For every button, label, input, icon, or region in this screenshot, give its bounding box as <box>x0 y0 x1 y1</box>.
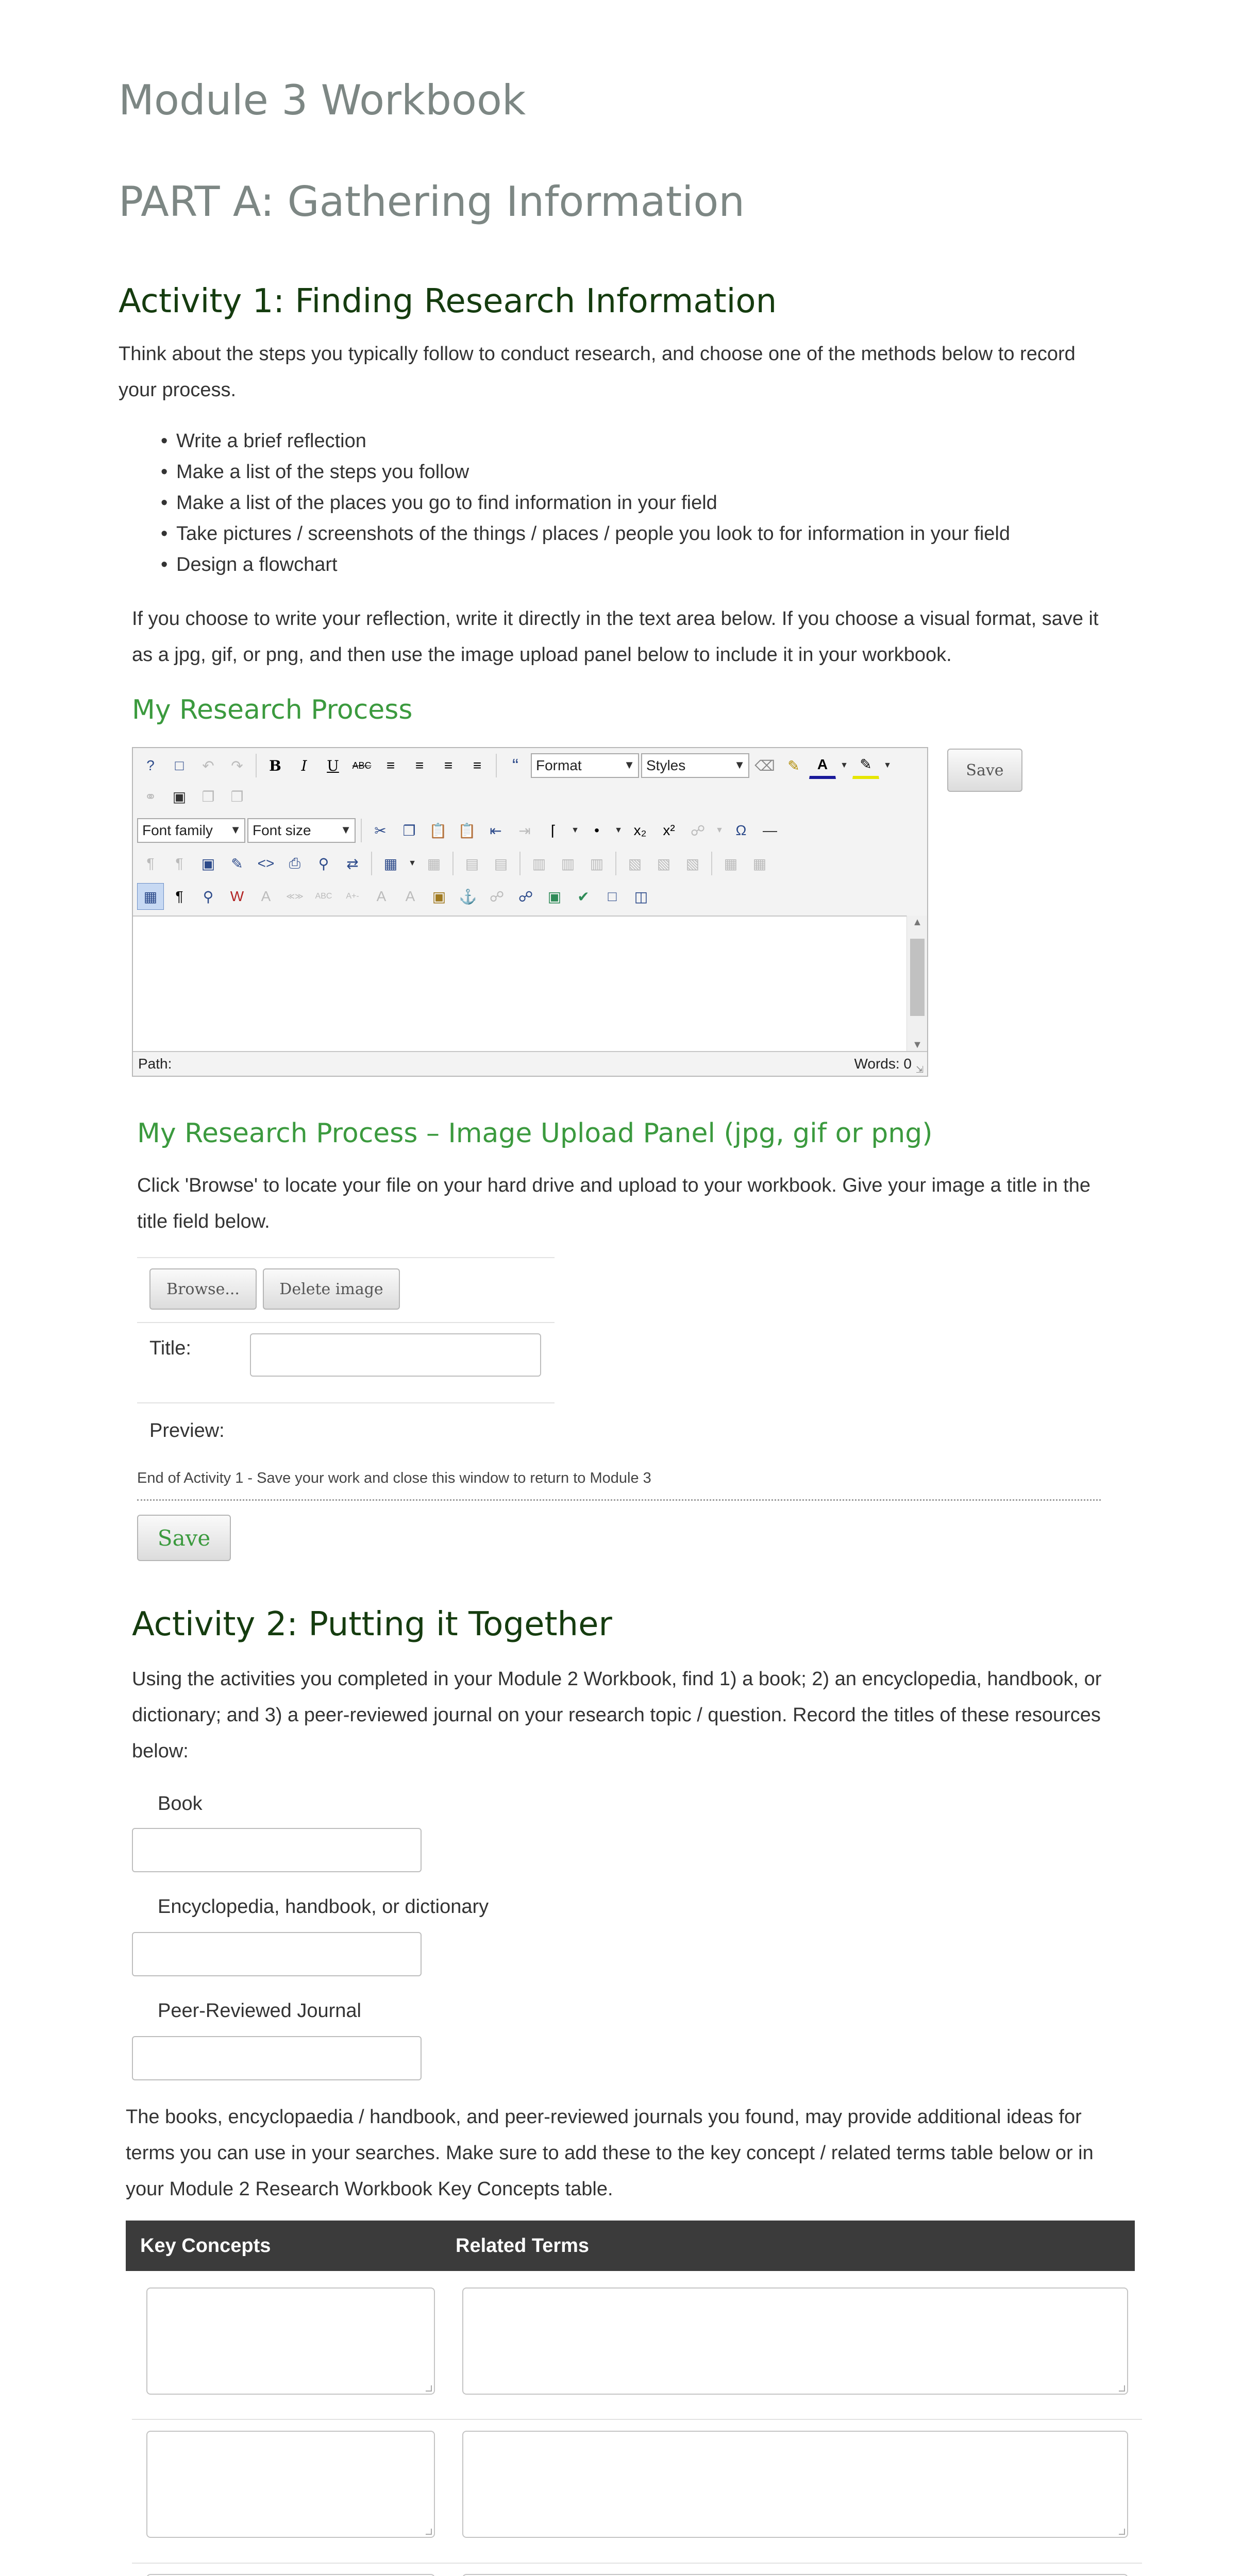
fullscreen-icon[interactable]: □ <box>608 888 617 904</box>
template-icon[interactable]: ▣ <box>432 888 446 905</box>
paste-word-icon[interactable]: W <box>230 888 244 904</box>
chevron-down-icon: ▼ <box>340 823 351 836</box>
special-char-icon[interactable]: Ω <box>735 822 747 838</box>
align-left-icon[interactable]: ≡ <box>386 757 395 773</box>
related-terms-textarea-2[interactable] <box>462 2431 1128 2538</box>
align-justify-icon[interactable]: ≡ <box>473 757 482 773</box>
numbered-list-icon[interactable]: ⌈ <box>550 822 557 839</box>
method-options-list <box>161 426 1140 580</box>
journal-input[interactable] <box>132 2036 422 2080</box>
image-title-input[interactable] <box>250 1333 541 1377</box>
paste-format-icon[interactable]: ❐ <box>230 788 244 805</box>
rich-text-editor <box>132 747 928 1077</box>
delete-col-icon[interactable]: ▥ <box>590 855 604 872</box>
related-terms-header: Related Terms <box>456 2235 590 2257</box>
table-row-props-icon[interactable]: ▦ <box>724 855 738 872</box>
find-icon[interactable]: ⚭ <box>144 788 157 805</box>
link-icon[interactable]: ☍ <box>690 822 706 839</box>
chevron-down-icon[interactable]: ▼ <box>614 826 623 835</box>
chevron-down-icon: ▼ <box>230 823 241 836</box>
activity-1-intro: Think about the steps you typically follow to conduct research, and choose one of the methods below to record your process. <box>119 343 1076 401</box>
related-terms-textarea-3[interactable] <box>462 2574 1128 2576</box>
chevron-up-icon[interactable]: ▲ <box>912 917 922 928</box>
image-icon[interactable]: ▣ <box>201 855 215 872</box>
activity-2-intro: Using the activities you completed in your Module 2 Workbook, find 1) a book; 2) an encyclopedia, handbook, or dictionary; and 3) a peer-reviewed journal on your research topic / question. Record the titles of these resources below: <box>132 1668 1102 1762</box>
anchor-icon[interactable]: ⚓ <box>459 888 477 905</box>
editor-toolbar-row-5 <box>137 882 654 911</box>
key-concepts-table-header <box>126 2221 1135 2271</box>
resize-handle-icon[interactable]: ⇲ <box>916 1064 924 1075</box>
toolbar-separator <box>452 852 454 875</box>
divider <box>137 1322 555 1323</box>
align-center-icon[interactable]: ≡ <box>415 757 424 773</box>
merge-cells-icon[interactable]: ▧ <box>657 855 671 872</box>
row-after-icon[interactable]: ▤ <box>494 855 508 872</box>
activity-1-end-note: End of Activity 1 - Save your work and close this window to return to Module 3 <box>137 1470 651 1486</box>
chevron-down-icon[interactable]: ▼ <box>571 826 579 835</box>
chevron-down-icon: ▼ <box>734 758 745 771</box>
table-icon[interactable]: ▦ <box>383 855 398 872</box>
divider <box>137 1402 555 1403</box>
acronym-icon[interactable]: ABC <box>315 892 332 901</box>
align-right-icon[interactable]: ≡ <box>444 757 453 773</box>
upload-panel-heading: My Research Process – Image Upload Panel (jpg, gif or png) <box>137 1118 933 1149</box>
font-family-label: Font family <box>142 822 213 838</box>
toolbar-separator <box>361 819 362 842</box>
journal-label: Peer-Reviewed Journal <box>158 2000 361 2022</box>
layer-icon[interactable]: ◫ <box>634 888 648 905</box>
scrollbar-thumb[interactable] <box>910 939 925 1016</box>
word-count: Words: 0 <box>854 1056 912 1072</box>
replace-icon[interactable]: ⇄ <box>346 855 359 872</box>
activity-2-note: The books, encyclopaedia / handbook, and peer-reviewed journals you found, may provide additional ideas for terms you can use in your searches. Make sure to add these to the key concept / related terms table below or in your Module 2 Research Workbook Key Concepts table. <box>126 2106 1094 2200</box>
title-label: Title: <box>149 1337 191 1359</box>
editor-text-area[interactable] <box>133 916 927 1052</box>
font-size-select[interactable] <box>247 818 356 843</box>
editor-toolbar-row-3 <box>137 816 783 845</box>
font-size-label: Font size <box>253 822 311 838</box>
encyclopedia-label: Encyclopedia, handbook, or dictionary <box>158 1896 489 1918</box>
editor-save-button[interactable]: Save <box>947 749 1022 792</box>
book-label: Book <box>158 1793 203 1815</box>
table-row-divider <box>132 2419 1142 2420</box>
link-chain-icon[interactable]: ☍ <box>518 888 533 905</box>
horizontal-rule-icon[interactable]: — <box>763 822 777 838</box>
preview-icon[interactable]: ⚲ <box>203 888 214 905</box>
attribs-icon[interactable]: A <box>405 888 415 904</box>
col-after-icon[interactable]: ▥ <box>561 855 575 872</box>
bullet-list-icon[interactable]: • <box>594 822 599 838</box>
browse-button[interactable]: Browse... <box>149 1268 257 1310</box>
editor-scrollbar[interactable] <box>907 916 927 1052</box>
code-icon[interactable]: <> <box>257 855 275 871</box>
copy-icon[interactable]: ❐ <box>402 822 416 839</box>
delete-image-button[interactable]: Delete image <box>263 1268 400 1310</box>
copy-format-icon[interactable]: ❐ <box>202 788 215 805</box>
format-select-label: Format <box>536 757 582 773</box>
divider <box>137 1257 555 1258</box>
editor-heading: My Research Process <box>132 694 413 725</box>
cell-props-icon[interactable]: ▦ <box>427 855 441 872</box>
editor-statusbar <box>133 1051 927 1076</box>
toolbar-separator <box>256 754 257 777</box>
chevron-down-icon: ▼ <box>624 758 635 771</box>
help-icon[interactable]: ? <box>146 757 155 773</box>
undo-icon[interactable]: ↶ <box>202 757 214 774</box>
key-concept-textarea-1[interactable] <box>146 2287 435 2395</box>
cite-icon[interactable]: ≪≫ <box>286 892 304 901</box>
visual-aid-icon[interactable]: ▦ <box>137 883 164 910</box>
italic-icon[interactable]: I <box>301 757 307 774</box>
key-concept-textarea-2[interactable] <box>146 2431 435 2538</box>
rtl-icon[interactable]: ¶ <box>175 855 183 871</box>
toolbar-separator <box>519 852 521 875</box>
activity-1-save-button[interactable]: Save <box>137 1515 231 1561</box>
editor-toolbar-row-4 <box>137 849 773 878</box>
upload-instructions: Click 'Browse' to locate your file on your hard drive and upload to your workbook. Give your image a title in the title field below. <box>137 1175 1090 1232</box>
blockquote-icon[interactable]: “ <box>512 755 518 776</box>
outdent-icon[interactable]: ⇤ <box>490 822 502 839</box>
format-select[interactable] <box>531 753 639 778</box>
preview-label: Preview: <box>149 1420 225 1442</box>
pilcrow-icon[interactable]: ¶ <box>175 888 183 904</box>
editor-toolbar-row-2 <box>137 782 250 811</box>
key-concept-textarea-3[interactable] <box>146 2574 435 2576</box>
key-concepts-header: Key Concepts <box>140 2235 271 2257</box>
edit-image-icon[interactable]: ✎ <box>231 855 243 872</box>
list-item: • Make a list of the steps you follow <box>161 456 1140 487</box>
toolbar-separator <box>371 852 372 875</box>
print-icon[interactable]: ⎙ <box>289 855 301 871</box>
chevron-down-icon[interactable]: ▼ <box>840 761 848 770</box>
activity-1-title: Activity 1: Finding Research Information <box>119 282 777 320</box>
related-terms-textarea-1[interactable] <box>462 2287 1128 2395</box>
list-item: • Design a flowchart <box>161 549 1140 580</box>
chevron-down-icon[interactable]: ▼ <box>883 761 892 770</box>
insert-image-icon[interactable]: ▣ <box>547 888 562 905</box>
unlink-icon[interactable]: ☍ <box>489 888 505 905</box>
abbr-icon[interactable]: A <box>261 888 271 904</box>
new-document-icon[interactable]: □ <box>175 757 184 773</box>
font-family-select[interactable] <box>137 818 245 843</box>
styles-select[interactable] <box>641 753 749 778</box>
font-color-icon[interactable]: A <box>809 752 836 779</box>
del-icon[interactable]: A+- <box>346 892 359 901</box>
styles-select-label: Styles <box>646 757 686 773</box>
bold-icon[interactable]: B <box>269 757 281 774</box>
module-title: Module 3 Workbook <box>119 76 526 124</box>
paste-text-icon[interactable]: 📋 <box>458 822 476 839</box>
chevron-down-icon[interactable]: ▼ <box>715 826 724 835</box>
subscript-icon[interactable]: x₂ <box>633 822 647 838</box>
ins-icon[interactable]: A <box>376 888 387 904</box>
list-item: • Make a list of the places you go to find information in your field <box>161 487 1140 518</box>
strikethrough-icon[interactable]: ABC <box>352 760 372 771</box>
activity-2-title: Activity 2: Putting it Together <box>132 1605 612 1643</box>
chevron-down-icon[interactable]: ▼ <box>408 859 416 868</box>
toolbar-separator <box>711 852 712 875</box>
redo-icon[interactable]: ↷ <box>231 757 243 774</box>
table-cell-props-icon[interactable]: ▦ <box>752 855 767 872</box>
superscript-icon[interactable]: x² <box>663 822 675 838</box>
col-before-icon[interactable]: ▥ <box>532 855 546 872</box>
cleanup-icon[interactable]: ✎ <box>787 757 800 774</box>
encyclopedia-input[interactable] <box>132 1932 422 1976</box>
cut-icon[interactable]: ✂ <box>374 822 387 839</box>
chevron-down-icon[interactable]: ▼ <box>912 1039 922 1050</box>
path-label: Path: <box>138 1056 172 1072</box>
ltr-icon[interactable]: ¶ <box>146 855 155 871</box>
list-item: • Write a brief reflection <box>161 426 1140 456</box>
book-input[interactable] <box>132 1828 422 1872</box>
editor-toolbar-row-1 <box>137 751 894 780</box>
highlight-color-icon[interactable]: ✎ <box>852 752 879 779</box>
select-all-icon[interactable]: ▣ <box>172 788 187 805</box>
table-row-divider <box>132 2563 1142 2564</box>
dotted-divider <box>137 1499 1101 1501</box>
activity-1-instructions: If you choose to write your reflection, write it directly in the text area below. If you choose a visual format, save it as a jpg, gif, or png, and then use the image upload panel below to include it in your workbook. <box>132 608 1099 666</box>
clear-format-icon[interactable]: ⌫ <box>754 757 775 774</box>
search-icon[interactable]: ⚲ <box>318 855 329 872</box>
toolbar-separator <box>496 754 497 777</box>
split-cells-icon[interactable]: ▧ <box>628 855 642 872</box>
part-title: PART A: Gathering Information <box>119 178 745 226</box>
paste-icon[interactable]: 📋 <box>429 822 447 839</box>
underline-icon[interactable]: U <box>327 757 339 774</box>
row-before-icon[interactable]: ▤ <box>465 855 479 872</box>
spellcheck-icon[interactable]: ✔ <box>577 888 590 905</box>
delete-row-icon[interactable]: ▧ <box>685 855 700 872</box>
toolbar-separator <box>615 852 616 875</box>
list-item: • Take pictures / screenshots of the things / places / people you look to for information in your field <box>161 518 1140 549</box>
indent-icon[interactable]: ⇥ <box>518 822 531 839</box>
